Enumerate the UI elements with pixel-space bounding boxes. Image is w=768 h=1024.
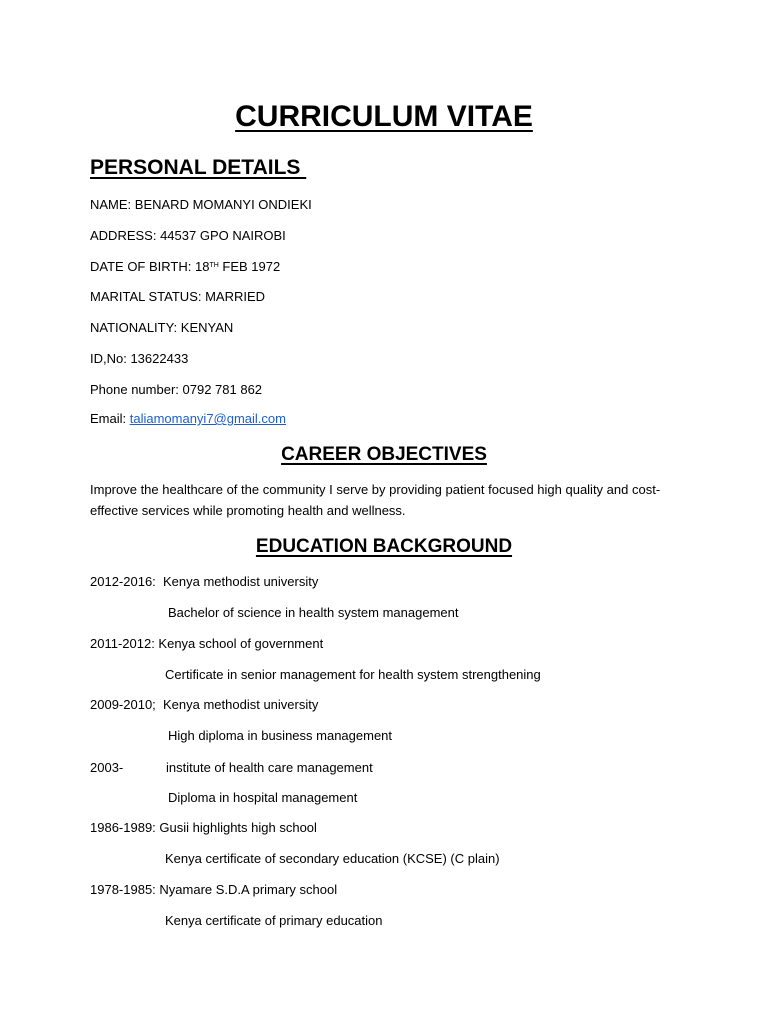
education-entry-line: 2011-2012: Kenya school of government xyxy=(90,636,324,651)
email-label: Email: xyxy=(90,411,130,426)
education-entry-detail: Bachelor of science in health system management xyxy=(168,605,459,620)
email-link[interactable]: taliamomanyi7@gmail.com xyxy=(129,411,286,426)
email-field xyxy=(90,410,286,428)
education-background-heading: EDUCATION BACKGROUND xyxy=(255,536,513,557)
education-entry-line: 1978-1985: Nyamare S.D.A primary school xyxy=(90,882,338,897)
education-entry-detail: Kenya certificate of secondary education (KCSE) (C plain) xyxy=(165,851,500,866)
phone-number-field: Phone number: 0792 781 862 xyxy=(90,382,263,397)
date-of-birth-field xyxy=(90,258,280,276)
education-entry-detail: Kenya certificate of primary education xyxy=(165,913,383,928)
education-entry-detail: High diploma in business management xyxy=(168,728,393,743)
marital-status-field: MARITAL STATUS: MARRIED xyxy=(90,289,266,304)
education-entry-line: 1986-1989: Gusii highlights high school xyxy=(90,820,317,835)
personal-details-heading: PERSONAL DETAILS xyxy=(90,156,307,179)
education-entry-detail: Diploma in hospital management xyxy=(168,790,358,805)
career-objectives-heading: CAREER OBJECTIVES xyxy=(281,444,487,465)
address-field: ADDRESS: 44537 GPO NAIROBI xyxy=(90,228,286,243)
dob-superscript: TH xyxy=(209,262,219,269)
education-entry-line: 2012-2016: Kenya methodist university xyxy=(90,574,319,589)
education-entry-line: 2003- xyxy=(90,760,124,775)
dob-prefix: DATE OF BIRTH: 18 xyxy=(90,259,210,274)
id-number-field: ID,No: 13622433 xyxy=(90,351,189,366)
name-field: NAME: BENARD MOMANYI ONDIEKI xyxy=(90,197,312,212)
education-entry-institution: institute of health care management xyxy=(166,760,373,775)
nationality-field: NATIONALITY: KENYAN xyxy=(90,320,234,335)
education-entry-line: 2009-2010; Kenya methodist university xyxy=(90,697,319,712)
career-objectives-text: Improve the healthcare of the community I serve by providing patient focused high quality and cost-effective services while promoting health and wellness. xyxy=(90,482,661,518)
dob-suffix: FEB 1972 xyxy=(218,259,281,274)
document-title: CURRICULUM VITAE xyxy=(235,100,533,133)
education-entry-detail: Certificate in senior management for health system strengthening xyxy=(165,667,541,682)
